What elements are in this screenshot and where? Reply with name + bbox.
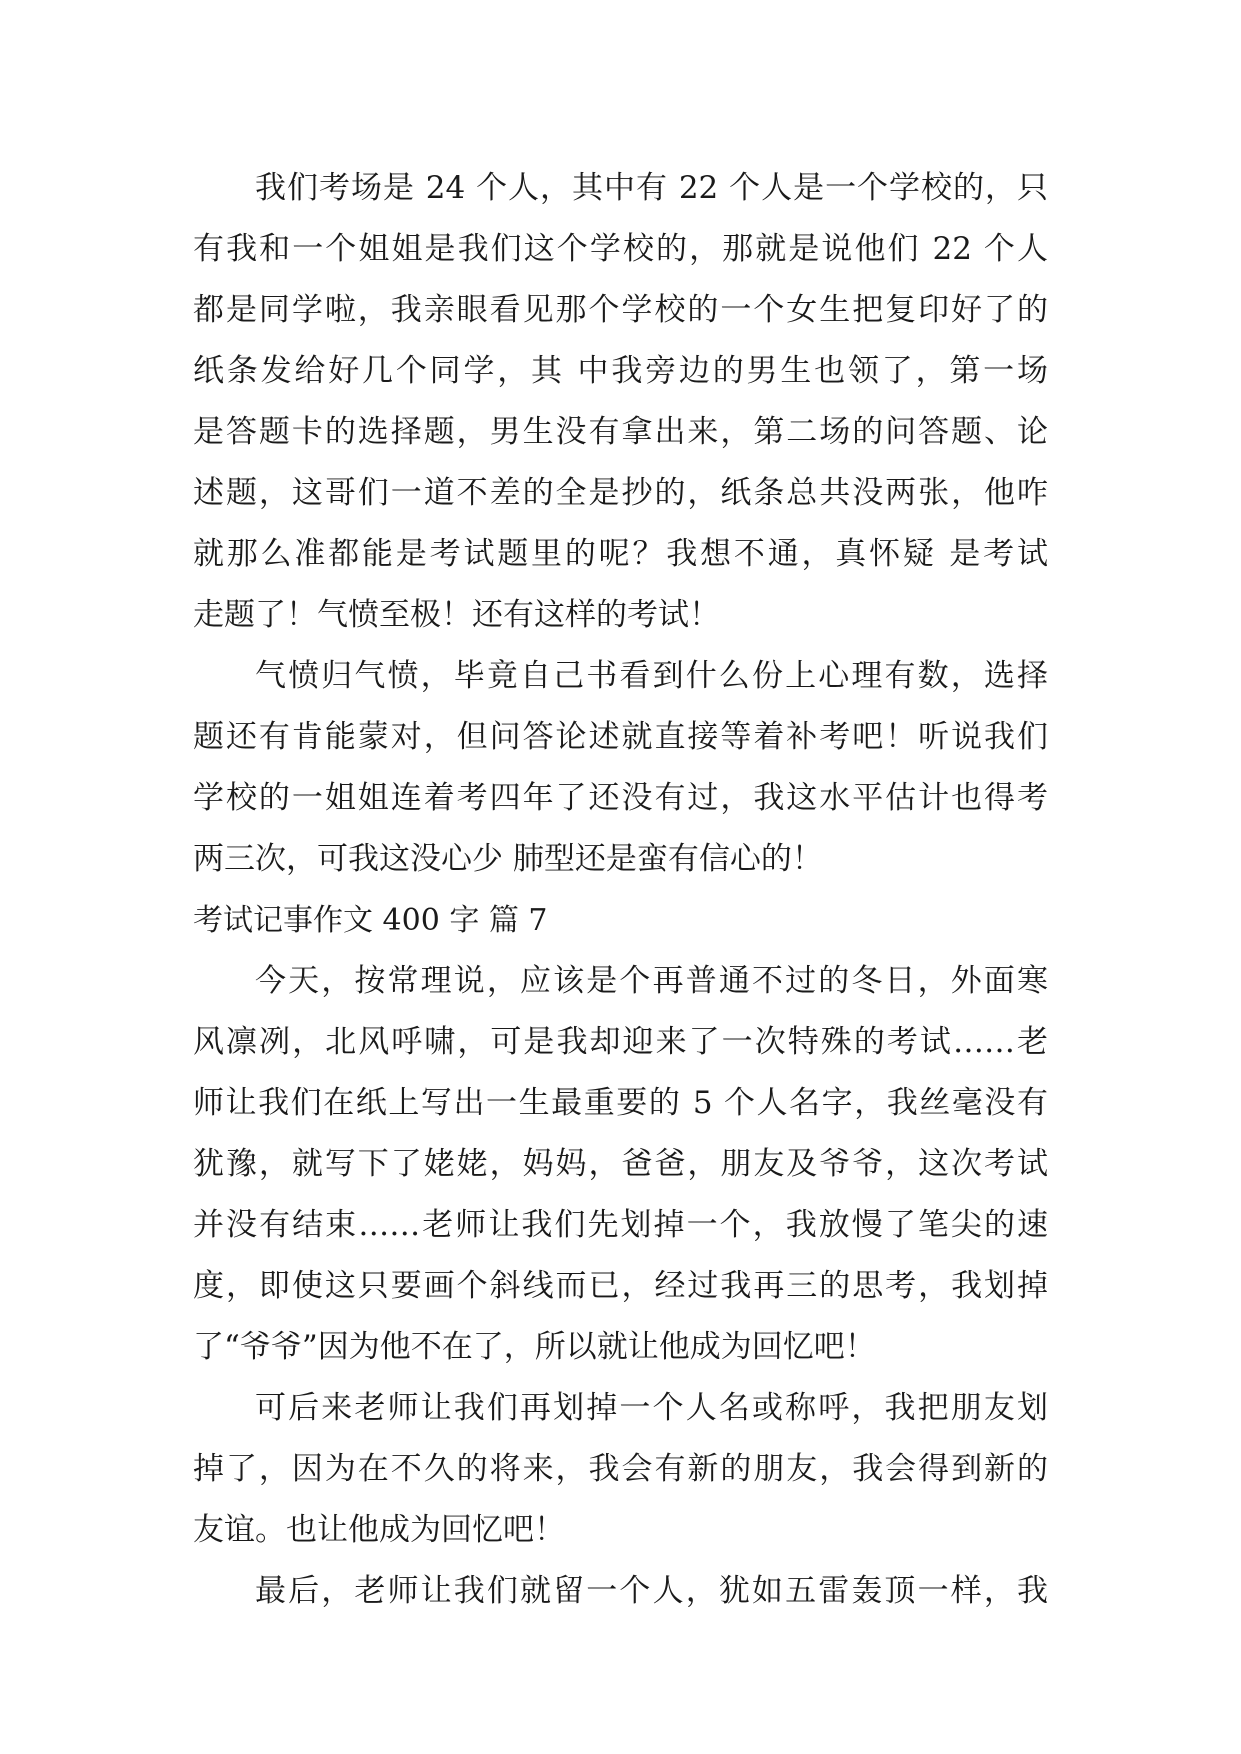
- text-line: 走题了！气愤至极！还有这样的考试！: [193, 597, 720, 633]
- text-line: 述题，这哥们一道不差的全是抄的，纸条总共没两张，他咋: [193, 475, 1048, 511]
- text-line: 度，即使这只要画个斜线而已，经过我再三的思考，我划掉: [193, 1268, 1048, 1304]
- text-line: 今天，按常理说，应该是个再普通不过的冬日，外面寒: [255, 963, 1048, 999]
- text-line: 是答题卡的选择题，男生没有拿出来，第二场的问答题、论: [193, 414, 1048, 450]
- text-line: 可后来老师让我们再划掉一个人名或称呼，我把朋友划: [255, 1390, 1048, 1426]
- text-line: 掉了，因为在不久的将来，我会有新的朋友，我会得到新的: [193, 1451, 1048, 1487]
- text-line: 师让我们在纸上写出一生最重要的 5 个人名字，我丝毫没有: [193, 1085, 1048, 1121]
- text-line: 纸条发给好几个同学，其 中我旁边的男生也领了，第一场: [193, 353, 1048, 389]
- paragraph: [193, 951, 1048, 1378]
- text-line: 犹豫，就写下了姥姥，妈妈，爸爸，朋友及爷爷，这次考试: [193, 1146, 1048, 1182]
- text-line: 最后，老师让我们就留一个人，犹如五雷轰顶一样，我: [255, 1573, 1048, 1609]
- paragraph: [193, 158, 1048, 646]
- paragraph: [193, 646, 1048, 890]
- text-line: 就那么准都能是考试题里的呢？我想不通，真怀疑 是考试: [193, 536, 1048, 572]
- paragraph: [193, 1378, 1048, 1561]
- text-line: 题还有肯能蒙对，但问答论述就直接等着补考吧！听说我们: [193, 719, 1048, 755]
- text-line: 风凛冽，北风呼啸，可是我却迎来了一次特殊的考试……老: [193, 1024, 1048, 1060]
- text-line: 友谊。也让他成为回忆吧！: [193, 1512, 565, 1548]
- text-line: 有我和一个姐姐是我们这个学校的，那就是说他们 22 个人: [193, 231, 1048, 267]
- document-body: [193, 158, 1048, 1622]
- text-line: 气愤归气愤，毕竟自己书看到什么份上心理有数，选择: [255, 658, 1048, 694]
- paragraph: [193, 1561, 1048, 1622]
- text-line: 我们考场是 24 个人，其中有 22 个人是一个学校的，只: [255, 170, 1048, 206]
- text-line: 并没有结束……老师让我们先划掉一个，我放慢了笔尖的速: [193, 1207, 1048, 1243]
- text-line: 两三次，可我这没心少 肺型还是蛮有信心的！: [193, 841, 823, 877]
- section-heading: 考试记事作文 400 字 篇 7: [193, 903, 548, 938]
- text-line: 都是同学啦，我亲眼看见那个学校的一个女生把复印好了的: [193, 292, 1048, 328]
- text-line: 学校的一姐姐连着考四年了还没有过，我这水平估计也得考: [193, 780, 1048, 816]
- text-line: 了“爷爷”因为他不在了，所以就让他成为回忆吧！: [193, 1329, 876, 1365]
